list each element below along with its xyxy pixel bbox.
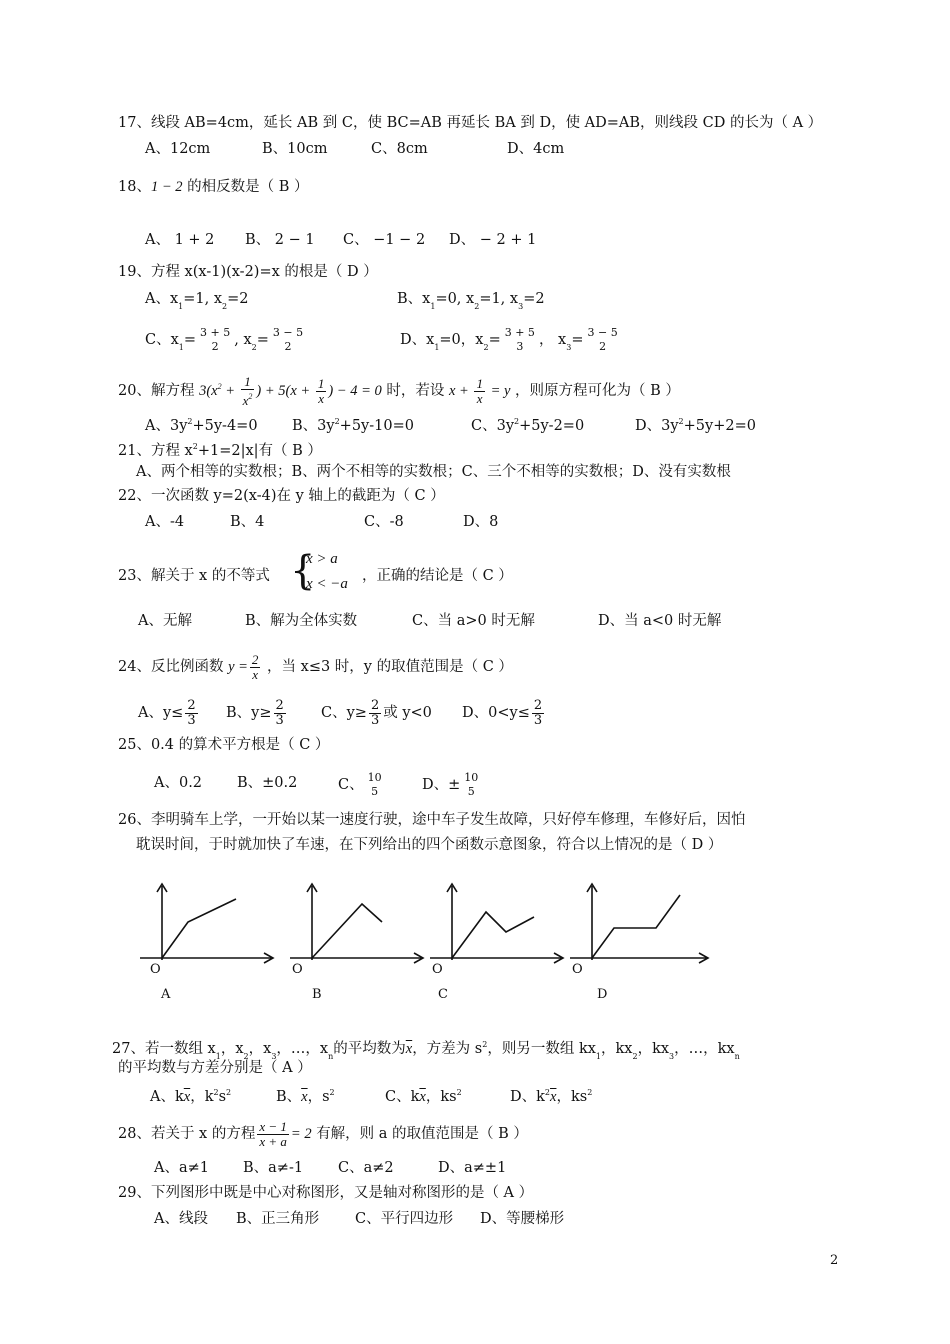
q28-option-b: B、a≠-1	[243, 1160, 304, 1176]
q26-graph-d	[570, 880, 710, 970]
q23-option-a: A、无解	[138, 613, 192, 629]
q20-option-d: D、$3y^2+5y+2=0$	[635, 417, 756, 434]
q20-stem: 20、解方程 $3(x^2$ + $\frac{1}{x^2}$ ) + 5(x + $\frac{1}{x}$ ) − 4 = 0 时，若设 x + $\frac{1}{x}$ = y ，则原方程可化为（ B ）	[118, 374, 680, 409]
q22-stem: 22、一次函数 y=2(x-4)在 y 轴上的截距为（ C ）	[118, 488, 445, 504]
q23-inequality-1: x > a	[306, 551, 338, 567]
q26-graph-b-origin: O	[292, 962, 303, 977]
q29-stem: 29、下列图形中既是中心对称图形，又是轴对称图形的是（ A ）	[118, 1185, 534, 1201]
q18-expression: 1 − 2	[150, 179, 183, 195]
q23-inequality-2: x < −a	[306, 576, 348, 592]
q26-graph-c-origin: O	[432, 962, 443, 977]
q25-option-d: D、± 10 5	[422, 771, 479, 798]
q22-option-d: D、8	[463, 514, 499, 530]
q17-option-d: D、4cm	[507, 141, 565, 157]
q17-option-b: B、10cm	[262, 141, 328, 157]
q18-option-c: C、 −1 − 2	[343, 232, 426, 248]
q22-option-a: A、-4	[145, 514, 185, 530]
q24-option-c: C、y≥ $\frac{2}{3}$ 或 y<0	[321, 697, 432, 728]
q26-line-2: 耽误时间，于时就加快了车速，在下列给出的四个函数示意图象，符合以上情况的是（ D ）	[136, 837, 723, 853]
q27-option-a: A、$k\overline{x}$，$k^2s^2$	[150, 1088, 232, 1105]
q24-option-d: D、0<y≤ $\frac{2}{3}$	[462, 697, 543, 728]
q28-option-d: D、a≠±1	[438, 1160, 507, 1176]
q25-stem: 25、0.4 的算术平方根是（ C ）	[118, 737, 330, 753]
q26-graph-a-origin: O	[150, 962, 161, 977]
q20-equation: $3(x^2$ + $\frac{1}{x^2}$ ) + 5(x + $\frac{1}{x}$ ) − 4 = 0	[199, 374, 382, 409]
q20-option-c: C、$3y^2+5y-2=0$	[471, 417, 585, 434]
q19-option-b: B、$x_1=0$, $x_2=1$, $x_3=2$	[397, 291, 545, 311]
q24-option-b: B、y≥ $\frac{2}{3}$	[226, 697, 284, 728]
q18-option-a: A、 1 + 2	[145, 232, 215, 248]
q22-option-b: B、4	[230, 514, 265, 530]
q29-option-c: C、平行四边形	[355, 1211, 454, 1227]
q27-option-b: B、$\overline{x}$，$s^2$	[276, 1088, 335, 1105]
q26-graph-b	[290, 880, 430, 970]
q26-graph-c-label: C	[438, 987, 448, 1002]
q20-substitution: x + $\frac{1}{x}$ = y	[448, 376, 511, 407]
q23-option-b: B、解为全体实数	[245, 613, 358, 629]
q27-stem: 27、若一数组 $x_1$，$x_2$，$x_3$，…，$x_n$的平均数为$\overline{x}$，方差为 $s^2$，则另一数组 $kx_1$，$kx_2$，$kx_3$，…，$kx_n$	[112, 1040, 740, 1061]
q20-option-a: A、$3y^2+5y-4=0$	[145, 417, 258, 434]
q26-graph-d-origin: O	[572, 962, 583, 977]
q22-option-c: C、-8	[364, 514, 404, 530]
q23-option-d: D、当 a<0 时无解	[598, 613, 722, 629]
q24-stem: 24、反比例函数 y = $\frac{2}{x}$ ，当 x≤3 时，y 的取值范围是（ C ）	[118, 651, 513, 682]
q27-line-2: 的平均数与方差分别是（ A ）	[118, 1060, 312, 1076]
q18-stem: 18、1 − 2 的相反数是（ B ）	[118, 179, 309, 195]
q19-stem: 19、方程 x(x-1)(x-2)=x 的根是（ D ）	[118, 264, 378, 280]
q23-suffix: ，正确的结论是（ C ）	[362, 568, 513, 584]
q18-option-b: B、 2 − 1	[245, 232, 315, 248]
q23-prefix: 23、解关于 x 的不等式	[118, 568, 270, 584]
q20-option-b: B、$3y^2+5y-10=0$	[292, 417, 414, 434]
q29-option-a: A、线段	[154, 1211, 208, 1227]
q25-option-c: C、 10 5	[338, 771, 382, 798]
q17-option-a: A、12cm	[145, 141, 211, 157]
q23-option-c: C、当 a>0 时无解	[412, 613, 535, 629]
q19-option-d: D、$x_1=0$，$x_2=$ 3 + 5 3 ， $x_3=$ 3 − 5 2	[400, 326, 618, 353]
q26-graph-b-label: B	[312, 987, 322, 1002]
q18-option-d: D、 − 2 + 1	[449, 232, 537, 248]
q28-option-a: A、a≠1	[154, 1160, 209, 1176]
q19-option-c: C、$x_1=$ 3 + 5 2 , $x_2=$ 3 − 5 2	[145, 326, 304, 353]
q17-option-c: C、8cm	[371, 141, 428, 157]
q26-graph-a-label: A	[161, 987, 171, 1002]
q26-graph-d-label: D	[597, 987, 608, 1002]
page-number: 2	[830, 1253, 839, 1268]
q29-option-b: B、正三角形	[236, 1211, 320, 1227]
q24-option-a: A、y≤ $\frac{2}{3}$	[138, 697, 196, 728]
q21-options: A、两个相等的实数根；B、两个不相等的实数根；C、三个不相等的实数根；D、没有实数根	[136, 464, 731, 480]
q26-line-1: 26、李明骑车上学，一开始以某一速度行驶，途中车子发生故障，只好停车修理，车修好后，因怕	[118, 812, 746, 828]
q17-stem: 17、线段 AB=4cm，延长 AB 到 C，使 BC=AB 再延长 BA 到 D，使 AD=AB，则线段 CD 的长为（ A ）	[118, 115, 823, 131]
q27-option-d: D、$k^2\overline{x}$，$ks^2$	[510, 1088, 593, 1105]
q27-option-c: C、$k\overline{x}$，$ks^2$	[385, 1088, 462, 1105]
q21-stem: 21、方程 $x^2+1=2|x|$有（ B ）	[118, 442, 322, 459]
q26-graph-c	[430, 880, 570, 970]
q28-option-c: C、a≠2	[338, 1160, 394, 1176]
q23-brace: {	[290, 548, 316, 594]
q26-graph-a	[140, 880, 280, 970]
q25-option-b: B、±0.2	[237, 775, 298, 791]
q28-stem: 28、若关于 x 的方程 $\frac{x - 1}{x + a}$ = 2 有解，则 a 的取值范围是（ B ）	[118, 1118, 528, 1149]
q19-option-a: A、$x_1=1$, $x_2=2$	[145, 291, 249, 311]
q29-option-d: D、等腰梯形	[480, 1211, 565, 1227]
q25-option-a: A、0.2	[154, 775, 203, 791]
